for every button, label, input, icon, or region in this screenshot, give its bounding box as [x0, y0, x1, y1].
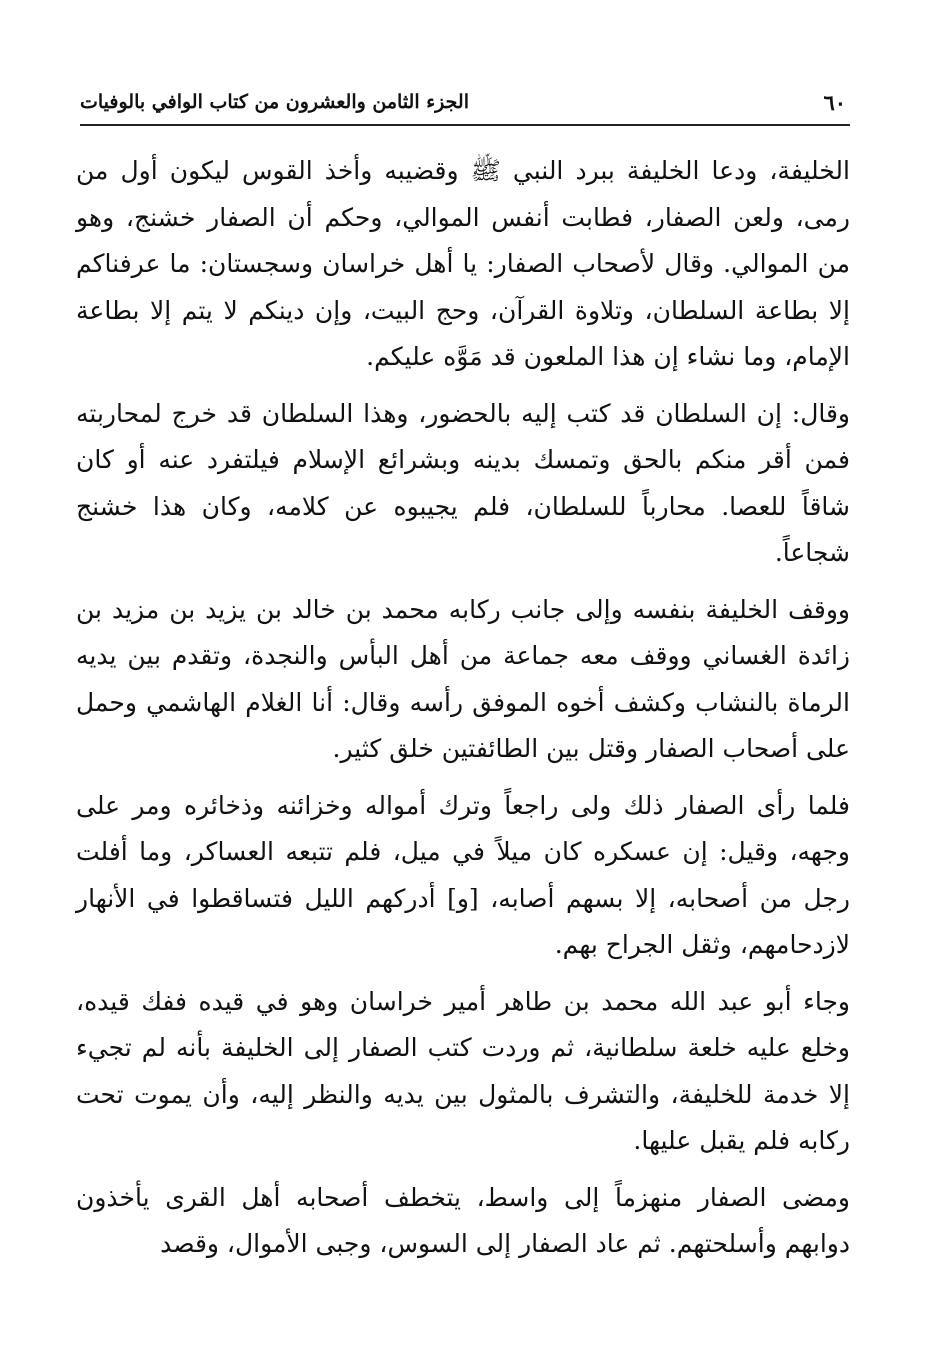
page-number: ٦٠: [823, 89, 846, 115]
running-title: الجزء الثامن والعشرون من كتاب الوافي بالوفيات: [80, 91, 469, 113]
body-text: [76, 148, 850, 1268]
paragraph: الخليفة، ودعا الخليفة ببرد النبي ﷺ وقضيبه وأخذ القوس ليكون أول من رمى، ولعن الصفار، فطابت أنفس الموالي، وحكم أن الصفار خشنج، وهو من الموالي. وقال لأصحاب الصفار: يا أهل خراسان وسجستان: ما عرفناكم إلا بطاعة السلطان، وتلاوة القرآن، وحج البيت، وإن دينكم لا يتم إلا بطاعة الإمام، وما نشاء إن هذا الملعون قد مَوَّه عليكم.: [76, 156, 850, 371]
paragraph: فلما رأى الصفار ذلك ولى راجعاً وترك أمواله وخزائنه وذخائره ومر على وجهه، وقيل: إن عسكره كان ميلاً في ميل، فلم تتبعه العساكر، وما أفلت رجل من أصحابه، إلا بسهم أصابه، [و] أدركهم الليل فتساقطوا في الأنهار لازدحامهم، وثقل الجراح بهم.: [76, 790, 850, 959]
paragraph: وجاء أبو عبد الله محمد بن طاهر أمير خراسان وهو في قيده ففك قيده، وخلع عليه خلعة سلطانية، ثم وردت كتب الصفار إلى الخليفة بأنه لم تجيء إلا خدمة للخليفة، والتشرف بالمثول بين يديه والنظر إليه، وأن يموت تحت ركابه فلم يقبل عليها.: [76, 986, 850, 1155]
page-header: [80, 82, 846, 122]
paragraph: ووقف الخليفة بنفسه وإلى جانب ركابه محمد بن خالد بن يزيد بن مزيد بن زائدة الغساني ووقف معه جماعة من أهل البأس والنجدة، وتقدم بين يديه الرماة بالنشاب وكشف أخوه الموفق رأسه وقال: أنا الغلام الهاشمي وحمل على أصحاب الصفار وقتل بين الطائفتين خلق كثير.: [76, 594, 850, 763]
paragraph: وقال: إن السلطان قد كتب إليه بالحضور، وهذا السلطان قد خرج لمحاربته فمن أقر منكم بالحق وتمسك بدينه وبشرائع الإسلام فيلتفرد عنه أو كان شاقاً للعصا. محارباً للسلطان، فلم يجيبوه عن كلامه، وكان هذا خشنج شجاعاً.: [76, 398, 850, 567]
paragraph: ومضى الصفار منهزماً إلى واسط، يتخطف أصحابه أهل القرى يأخذون دوابهم وأسلحتهم. ثم عاد الصفار إلى السوس، وجبى الأموال، وقصد: [76, 1182, 850, 1258]
header-divider: [80, 124, 850, 126]
